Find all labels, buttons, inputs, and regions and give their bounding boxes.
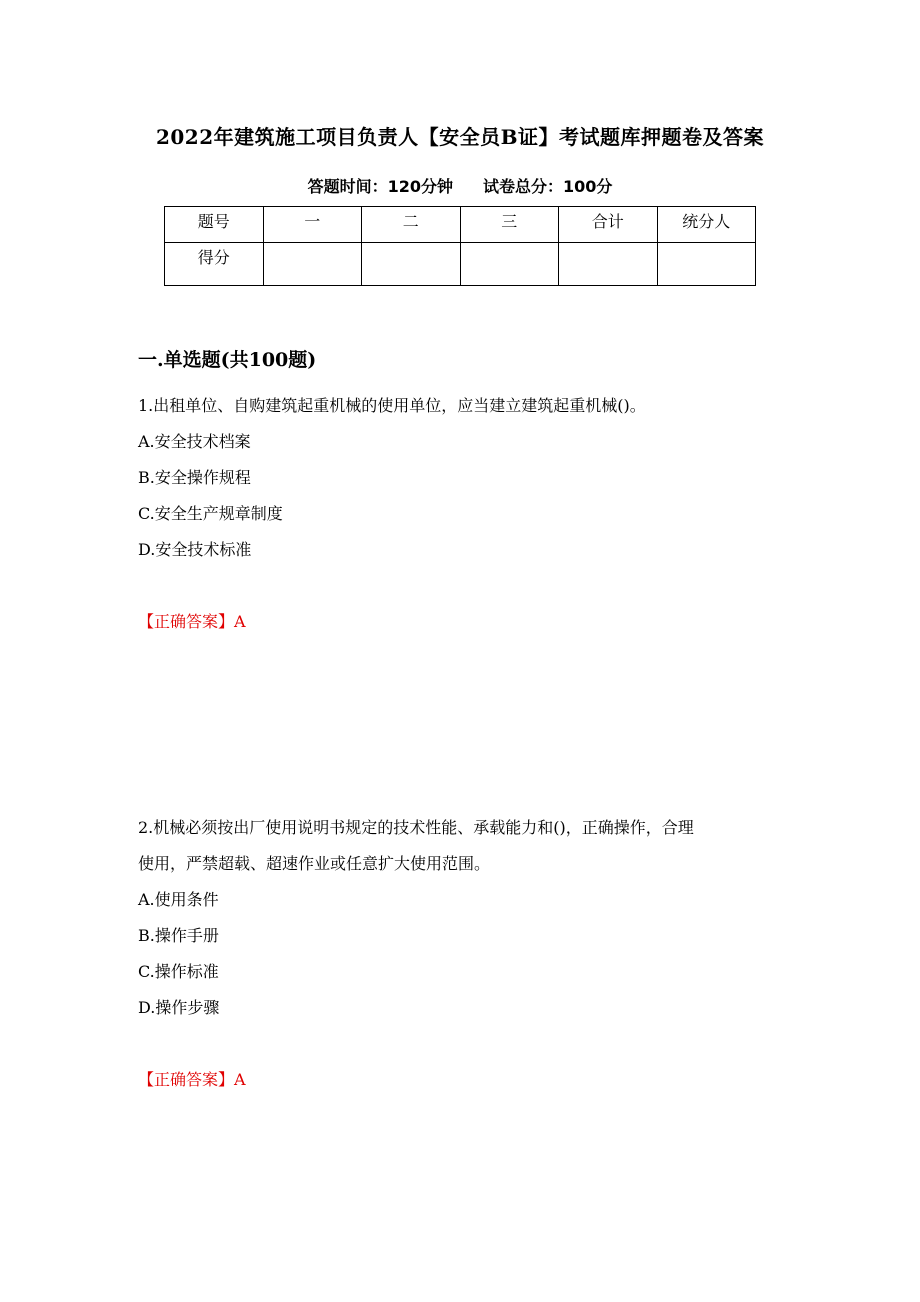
section-title: 一.单选题(共100题)	[138, 349, 317, 371]
option-b: B.操作手册	[138, 926, 219, 945]
header-cell: 二	[362, 207, 461, 243]
score-cell	[559, 243, 658, 286]
question-text-continued: 使用，严禁超载、超速作业或任意扩大使用范围。	[138, 854, 491, 873]
exam-time: 答题时间：120分钟	[307, 177, 453, 196]
score-cell	[657, 243, 756, 286]
question-text: 1.出租单位、自购建筑起重机械的使用单位，应当建立建筑起重机械()。	[138, 396, 646, 415]
question-text: 2.机械必须按出厂使用说明书规定的技术性能、承载能力和()，正确操作，合理	[138, 818, 694, 837]
score-table	[164, 206, 756, 286]
score-table-header-row	[165, 207, 756, 243]
row-label-cell: 得分	[165, 243, 264, 286]
score-cell	[263, 243, 362, 286]
answer-label: 【正确答案】A	[138, 612, 246, 631]
option-d: D.安全技术标准	[138, 540, 252, 559]
option-b: B.安全操作规程	[138, 468, 251, 487]
option-a: A.使用条件	[138, 890, 219, 909]
header-cell: 一	[263, 207, 362, 243]
header-cell: 三	[460, 207, 559, 243]
header-cell: 合计	[559, 207, 658, 243]
header-cell: 统分人	[657, 207, 756, 243]
score-table-score-row	[165, 243, 756, 286]
option-c: C.安全生产规章制度	[138, 504, 283, 523]
score-cell	[460, 243, 559, 286]
document-title: 2022年建筑施工项目负责人【安全员B证】考试题库押题卷及答案	[155, 125, 765, 149]
option-c: C.操作标准	[138, 962, 219, 981]
exam-total-score: 试卷总分：100分	[483, 177, 613, 196]
header-cell: 题号	[165, 207, 264, 243]
option-a: A.安全技术档案	[138, 432, 251, 451]
score-cell	[362, 243, 461, 286]
exam-info	[0, 174, 920, 197]
option-d: D.操作步骤	[138, 998, 220, 1017]
answer-label: 【正确答案】A	[138, 1070, 246, 1089]
